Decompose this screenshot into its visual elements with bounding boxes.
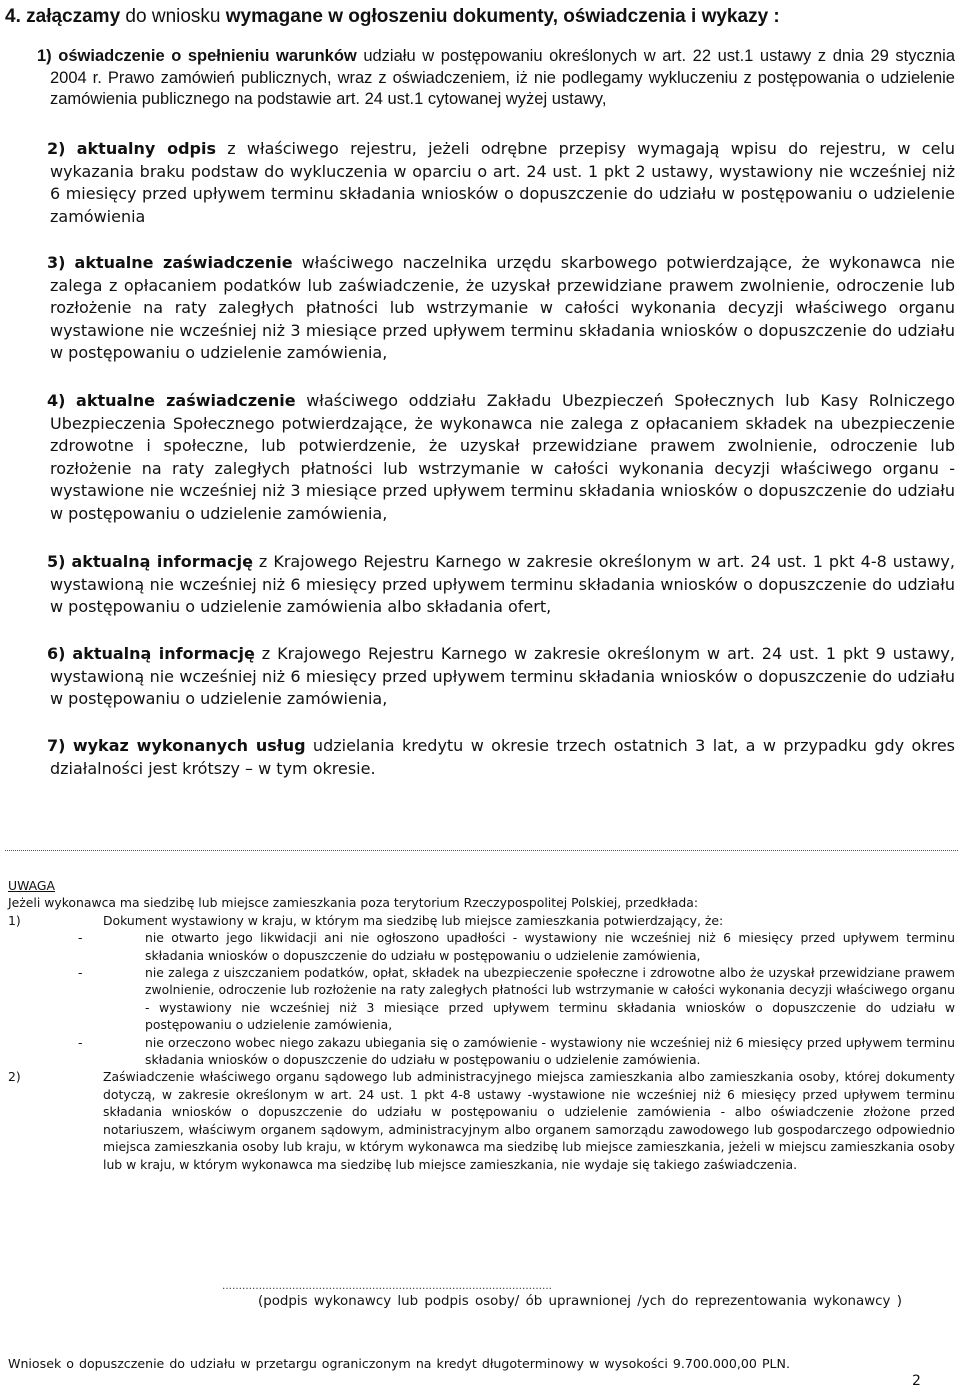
item-text: właściwego oddziału Zakładu Ubezpieczeń Społecznych lub Kasy Rolniczego Ubezpieczenia Społecznego potwierdzające, że wykonawca nie zalega z opłacaniem składek na ubezpieczenie zdrowotne i społeczne, lub potwierdzenie, że uzyskał przewidziane prawem zwolnienie, odroczenie lub rozłożenie na raty zaległych płatności lub wstrzymanie w całości wykonania decyzji właściwego organu -wystawione nie wcześniej niż 3 miesiące przed upływem terminu składania wniosków o dopuszczenie do udziału w postępowaniu o udzielenie zamówienia, bbox=[50, 391, 955, 523]
signature-line: ……………………………………………………………………………………… bbox=[222, 1281, 552, 1292]
note-subpoint-3 bbox=[8, 1034, 955, 1069]
item-bold-text: aktualną informację bbox=[71, 552, 253, 571]
note-point-text: Zaświadczenie właściwego organu sądowego lub administracyjnego miejsca zamieszkania albo zamieszkania osoby, której dokumenty dotyczą, w zakresie określonym w art. 24 ust. 1 pkt 4-8 ustawy -wystawione nie wcześniej niż 6 miesięcy przed upływem terminu składania wniosków o dopuszczenie do udziału w postępowaniu o udzielenie zamówienia - albo oświadczenie złożone przed notariuszem, właściwym organem sądowym, administracyjnym albo organem samorządu zawodowego lub gospodarczego odpowiednio miejsca zamieszkania osoby lub kraju, w którym wykonawca ma siedzibę lub miejsce zamieszkania, jeżeli w miejscu zamieszkania osoby lub w kraju, w którym wykonawca ma siedzibę lub miejsce zamieszkania, nie wydaje się takiego zaświadczenia. bbox=[103, 1069, 955, 1172]
note-subpoint-text: nie zalega z uiszczaniem podatków, opłat, składek na ubezpieczenie społeczne i zdrowotne albo że uzyskał przewidziane prawem zwolnienie, odroczenie lub rozłożenie na raty zaległych płatności lub wstrzymanie w całości wykonania decyzji właściwego organu - wystawiony nie wcześniej niż 3 miesiące przed upływem terminu składania wniosków o dopuszczenie do udziału w postępowaniu o udzielenie zamówienia, bbox=[145, 965, 955, 1033]
list-item-6 bbox=[47, 643, 955, 711]
item-text: właściwego naczelnika urzędu skarbowego potwierdzające, że wykonawca nie zalega z opłacaniem podatków lub zaświadczenie, że uzyskał przewidziane prawem zwolnienie, odroczenie lub rozłożenie na raty zaległych płatności lub wstrzymanie w całości wykonania decyzji właściwego organu wystawione nie wcześniej niż 3 miesiące przed upływem terminu składania wniosków o dopuszczenie do udziału w postępowaniu o udzielenie zamówienia, bbox=[50, 253, 956, 363]
list-item-5 bbox=[47, 551, 955, 619]
item-bold-text: aktualny odpis bbox=[76, 139, 216, 158]
section-heading bbox=[5, 6, 955, 28]
heading-bold-2: wymagane w ogłoszeniu dokumenty, oświadczenia i wykazy : bbox=[225, 6, 780, 27]
section-number: 4. bbox=[5, 6, 21, 27]
note-title: UWAGA bbox=[8, 878, 55, 893]
item-text: udzielania kredytu w okresie trzech ostatnich 3 lat, a w przypadku gdy okres działalności jest krótszy – w tym okresie. bbox=[50, 736, 955, 778]
note-subpoint-2 bbox=[8, 964, 955, 1034]
item-text: udziału w postępowaniu określonych w art. 22 ust.1 ustawy z dnia 29 stycznia 2004 r. Prawo zamówień publicznych, wraz z oświadczeniem, iż nie podlegamy wykluczeniu z postępowania o udzielenie zamówienia publicznego na podstawie art. 24 ust.1 cytowanej wyżej ustawy, bbox=[50, 47, 956, 108]
list-item-4 bbox=[47, 390, 955, 526]
item-number: 7) bbox=[47, 736, 66, 755]
note-section bbox=[8, 877, 955, 1173]
dash-bullet: - bbox=[78, 1034, 83, 1050]
item-text: z właściwego rejestru, jeżeli odrębne przepisy wymagają wpisu do rejestru, w celu wykazania braku podstaw do wykluczenia w oparciu o art. 24 ust. 1 pkt 2 ustawy, wystawiony nie wcześniej niż 6 miesięcy przed upływem terminu składania wniosków o dopuszczenie do udziału w postępowaniu o udzielenie zamówienia bbox=[50, 139, 955, 226]
item-number: 6) bbox=[47, 644, 66, 663]
heading-bold-1: załączamy bbox=[26, 6, 121, 27]
item-number: 3) bbox=[47, 253, 66, 272]
item-bold-text: aktualne zaświadczenie bbox=[76, 391, 296, 410]
item-bold-text: aktualną informację bbox=[72, 644, 255, 663]
item-number: 2) bbox=[47, 139, 66, 158]
section-divider bbox=[5, 850, 958, 851]
note-point-2 bbox=[8, 1068, 955, 1172]
item-bold-text: wykaz wykonanych usług bbox=[72, 736, 306, 755]
item-text: z Krajowego Rejestru Karnego w zakresie określonym w art. 24 ust. 1 pkt 9 ustawy, wystawioną nie wcześniej niż 6 miesięcy przed upływem terminu składania wniosków o dopuszczenie do udziału w postępowaniu o udzielenie zamówienia, bbox=[50, 644, 955, 709]
signature-caption: (podpis wykonawcy lub podpis osoby/ ób uprawnionej /ych do reprezentowania wykonawcy ) bbox=[258, 1294, 902, 1309]
list-item-1 bbox=[37, 46, 956, 111]
item-bold-text: aktualne zaświadczenie bbox=[74, 253, 293, 272]
item-bold-text: oświadczenie o spełnieniu warunków bbox=[58, 47, 357, 65]
note-subpoint-text: nie otwarto jego likwidacji ani nie ogłoszono upadłości - wystawiony nie wcześniej niż 6 miesięcy przed upływem terminu składania wniosków o dopuszczenie do udziału w postępowaniu o udzielenie zamówienia, bbox=[145, 930, 955, 963]
note-subpoint-text: nie orzeczono wobec niego zakazu ubiegania się o zamówienie - wystawiony nie wcześniej niż 6 miesięcy przed upływem terminu składania wniosków o dopuszczenie do udziału w postępowaniu o udzielenie zamówienia. bbox=[145, 1034, 955, 1068]
note-point-label: 1) bbox=[8, 912, 21, 928]
dash-bullet: - bbox=[78, 930, 83, 946]
item-number: 4) bbox=[47, 391, 66, 410]
heading-normal: do wniosku bbox=[120, 6, 226, 27]
page-footer: Wniosek o dopuszczenie do udziału w przetargu ograniczonym na kredyt długoterminowy w wysokości 9.700.000,00 PLN. bbox=[8, 1356, 790, 1371]
item-number: 1) bbox=[37, 47, 52, 65]
list-item-2 bbox=[47, 138, 955, 228]
item-text: z Krajowego Rejestru Karnego w zakresie określonym w art. 24 ust. 1 pkt 4-8 ustawy, wystawioną nie wcześniej niż 6 miesięcy przed upływem terminu składania wniosków o dopuszczenie do udziału w postępowaniu o udzielenie zamówienia albo składania ofert, bbox=[50, 552, 955, 617]
page-number: 2 bbox=[912, 1373, 921, 1389]
note-subpoint-1 bbox=[8, 929, 955, 964]
item-number: 5) bbox=[47, 552, 66, 571]
list-item-7 bbox=[47, 735, 955, 780]
list-item-3 bbox=[47, 252, 956, 365]
note-point-1 bbox=[8, 912, 955, 929]
note-point-label: 2) bbox=[8, 1069, 21, 1085]
dash-bullet: - bbox=[78, 965, 83, 981]
note-intro: Jeżeli wykonawca ma siedzibę lub miejsce zamieszkania poza terytorium Rzeczypospolitej Polskiej, przedkłada: bbox=[8, 895, 699, 911]
note-point-text: Dokument wystawiony w kraju, w którym ma siedzibę lub miejsce zamieszkania potwierdzający, że: bbox=[103, 912, 724, 928]
